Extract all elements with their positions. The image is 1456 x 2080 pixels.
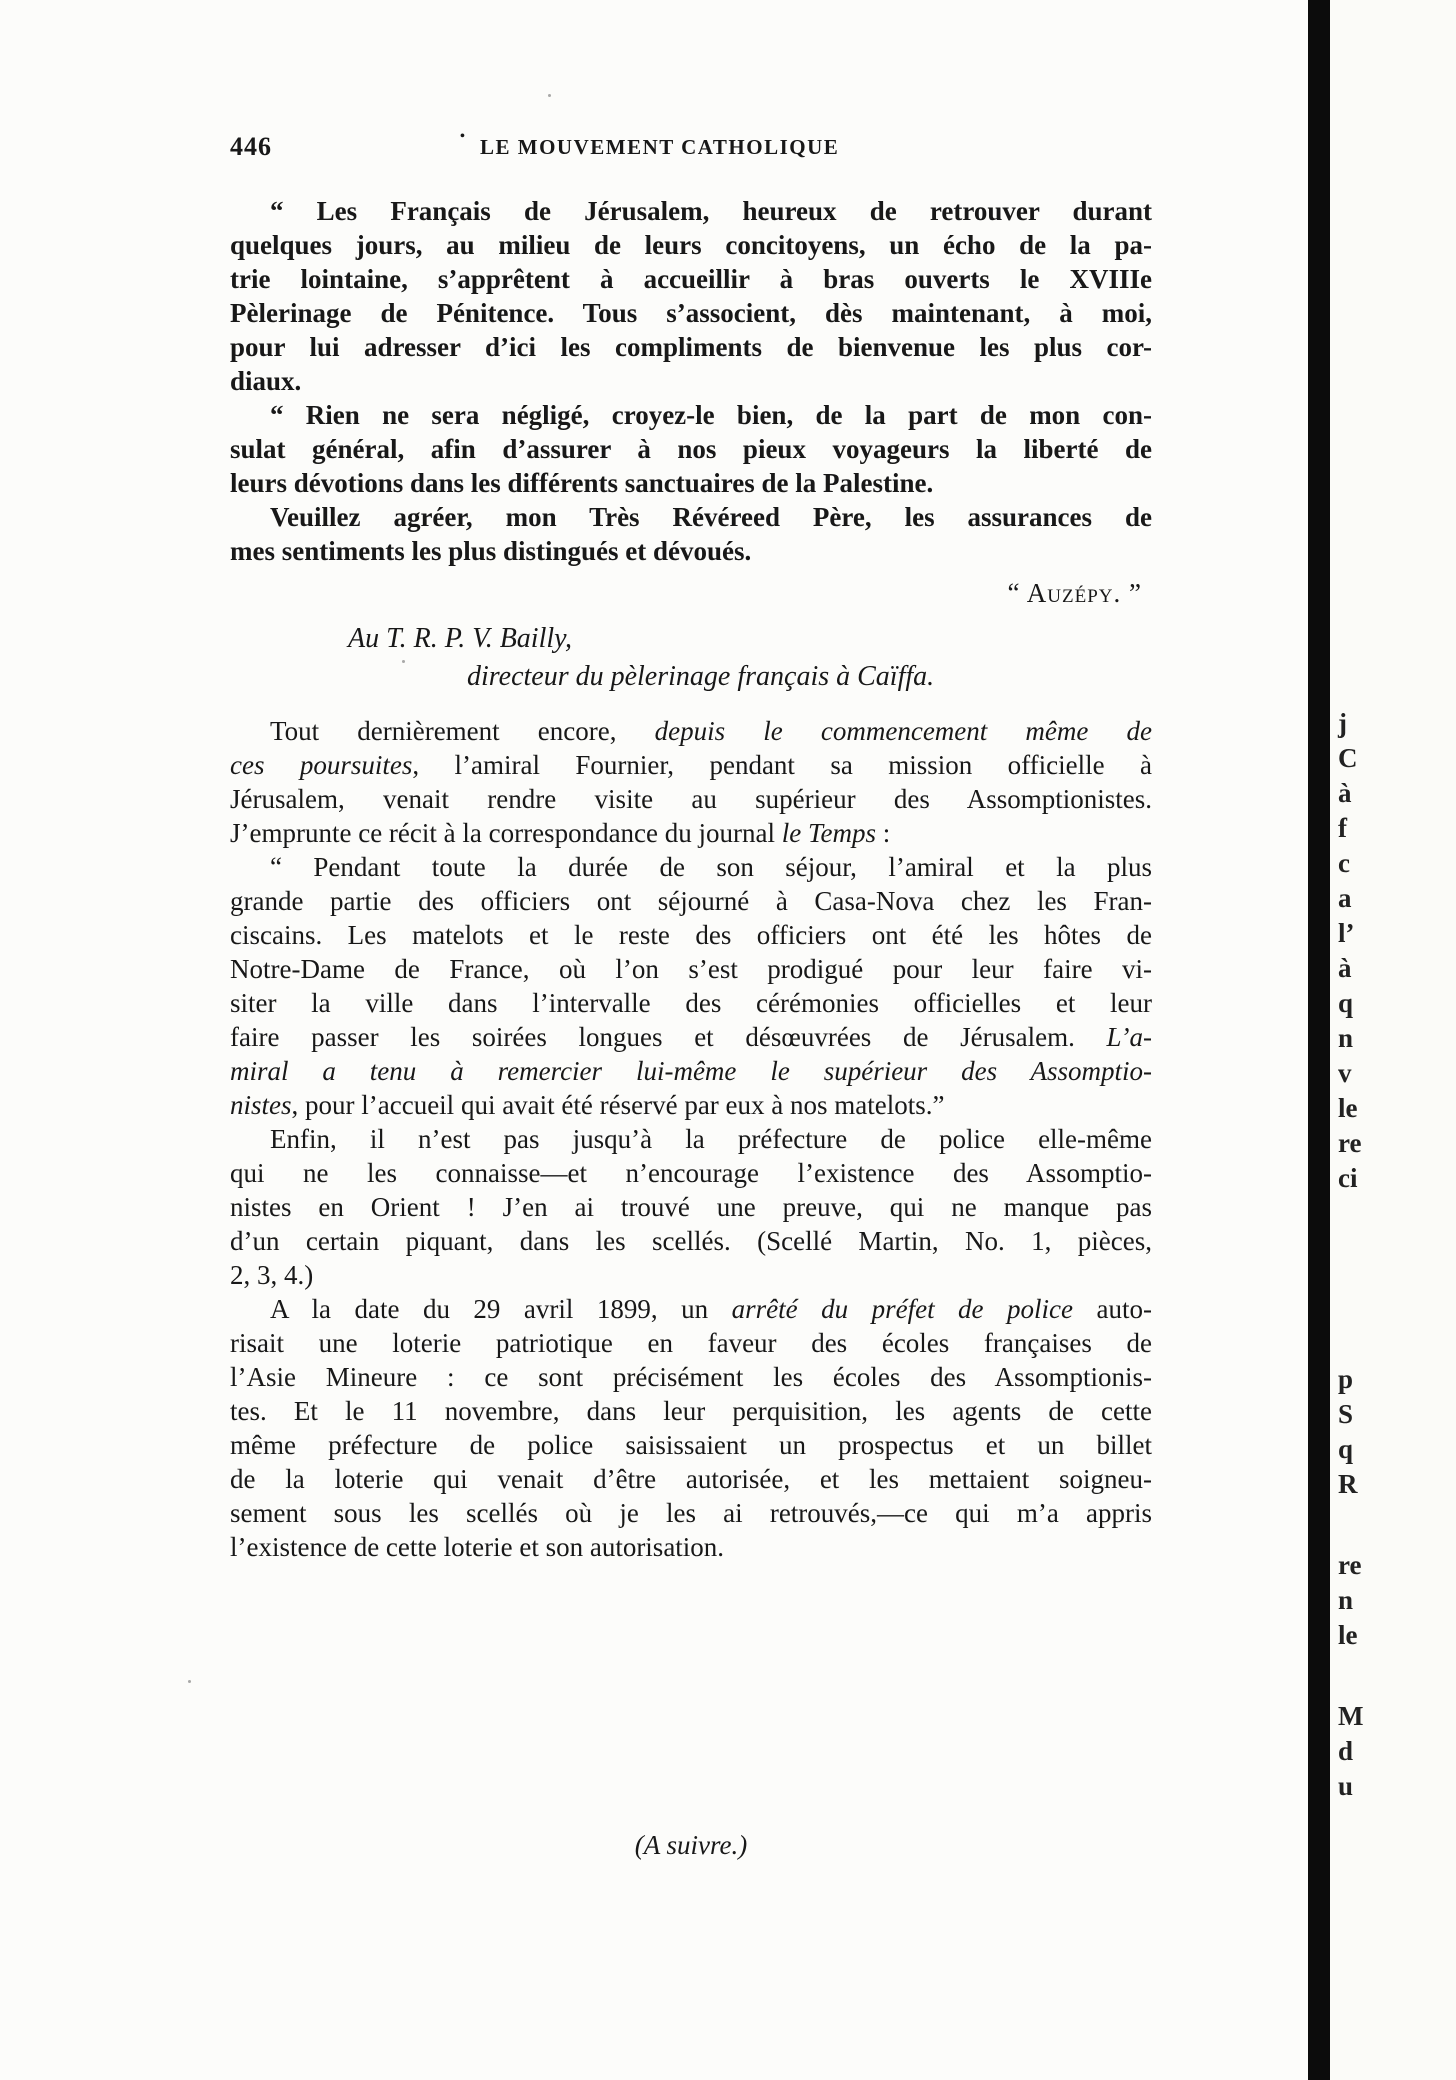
text-line: Tout dernièrement encore, depuis le commencement même de [270,716,1152,746]
book-gutter [1308,0,1330,2080]
facing-page-fragment: R [1338,1469,1358,1499]
text-line: “ Pendant toute la durée de son séjour, l’amiral et la plus [270,852,1152,882]
facing-page-fragment: v [1338,1058,1352,1088]
facing-page-fragment: M [1338,1701,1364,1731]
text-line: “ Les Français de Jérusalem, heureux de retrouver durant [270,196,1152,226]
text-line: sement sous les scellés où je les ai retrouvés,—ce qui m’a appris [230,1498,1152,1528]
facing-page-fragment: u [1338,1771,1354,1801]
continuation-note: (A suivre.) [634,1830,748,1860]
text-line: nistes en Orient ! J’en ai trouvé une preuve, qui ne manque pas [230,1192,1152,1222]
text-line: miral a tenu à remercier lui-même le supérieur des Assomptio- [230,1056,1152,1086]
text-line: siter la ville dans l’intervalle des cérémonies officielles et leur [230,988,1152,1018]
page-text [230,194,1152,1564]
scan-speck [548,94,551,97]
text-line: de la loterie qui venait d’être autorisée, et les mettaient soigneu- [230,1464,1152,1494]
facing-page-fragment: q [1338,988,1354,1018]
facing-page-fragment: p [1338,1364,1354,1394]
text-line: trie lointaine, s’apprêtent à accueillir à bras ouverts le XVIIIe [230,264,1152,294]
text-line: A la date du 29 avril 1899, un arrêté du préfet de police auto- [270,1294,1152,1324]
scan-speck [188,1680,191,1683]
facing-page-edge [1330,0,1456,2080]
text-line: J’emprunte ce récit à la correspondance du journal le Temps : [230,818,891,848]
page-number: 446 [230,132,272,161]
text-line: sulat général, afin d’assurer à nos pieux voyageurs la liberté de [230,434,1152,464]
text-line: même préfecture de police saisissaient un prospectus et un billet [230,1430,1152,1460]
text-line: tes. Et le 11 novembre, dans leur perquisition, les agents de cette [230,1396,1152,1426]
facing-page-fragment: ci [1338,1163,1358,1193]
text-line: d’un certain piquant, dans les scellés. (Scellé Martin, No. 1, pièces, [230,1226,1152,1256]
text-line: risait une loterie patriotique en faveur des écoles françaises de [230,1328,1152,1358]
facing-page-fragment: l’ [1338,918,1355,948]
signature: “ Auzépy. ” [1007,578,1142,608]
text-line: Pèlerinage de Pénitence. Tous s’associent, dès maintenant, à moi, [230,298,1152,328]
facing-page-fragment: S [1338,1399,1354,1429]
addressee-title: directeur du pèlerinage français à Caïffa. [467,661,935,692]
text-line: Jérusalem, venait rendre visite au supérieur des Assomptionistes. [230,784,1152,814]
facing-page-fragment: re [1338,1128,1362,1158]
text-line: 2, 3, 4.) [230,1260,314,1290]
facing-page-fragment: j [1338,708,1347,738]
text-line: qui ne les connaisse—et n’encourage l’existence des Assomptio- [230,1158,1152,1188]
text-line: pour lui adresser d’ici les compliments de bienvenue les plus cor- [230,332,1152,362]
facing-page-fragment: à [1338,778,1352,808]
facing-page-fragment: n [1338,1023,1354,1053]
text-line: diaux. [230,366,302,396]
text-line: Enfin, il n’est pas jusqu’à la préfecture de police elle-même [270,1124,1152,1154]
facing-page-fragment: le [1338,1620,1358,1650]
text-line: grande partie des officiers ont séjourné à Casa-Nova chez les Fran- [230,886,1152,916]
text-line: mes sentiments les plus distingués et dévoués. [230,536,752,566]
text-line: “ Rien ne sera négligé, croyez-le bien, de la part de mon con- [270,400,1152,430]
facing-page-fragment: c [1338,848,1350,878]
page-header [230,132,1132,172]
running-head: • LE MOUVEMENT CATHOLIQUE [480,135,839,160]
facing-page-fragment: C [1338,743,1358,773]
facing-page-fragment: f [1338,813,1347,843]
scan-speck [402,660,405,663]
text-line: ces poursuites, l’amiral Fournier, pendant sa mission officielle à [230,750,1152,780]
text-line: faire passer les soirées longues et désœuvrées de Jérusalem. L’a- [230,1022,1152,1052]
text-line: l’Asie Mineure : ce sont précisément les écoles des Assomptionis- [230,1362,1152,1392]
facing-page-fragment: re [1338,1550,1362,1580]
facing-page-fragment: n [1338,1585,1354,1615]
facing-page-fragment: a [1338,883,1352,913]
facing-page-fragment: à [1338,953,1352,983]
text-line: quelques jours, au milieu de leurs concitoyens, un écho de la pa- [230,230,1152,260]
text-line: leurs dévotions dans les différents sanctuaires de la Palestine. [230,468,934,498]
facing-page-fragment: q [1338,1434,1354,1464]
text-line: nistes, pour l’accueil qui avait été réservé par eux à nos matelots.” [230,1090,945,1120]
text-line: ciscains. Les matelots et le reste des officiers ont été les hôtes de [230,920,1152,950]
facing-page-fragment: le [1338,1093,1358,1123]
addressee-name: Au T. R. P. V. Bailly, [348,623,573,654]
text-line: l’existence de cette loterie et son autorisation. [230,1532,725,1562]
facing-page-fragment: d [1338,1736,1354,1766]
text-line: Veuillez agréer, mon Très Révéreed Père, les assurances de [270,502,1152,532]
text-line: Notre-Dame de France, où l’on s’est prodigué pour leur faire vi- [230,954,1152,984]
